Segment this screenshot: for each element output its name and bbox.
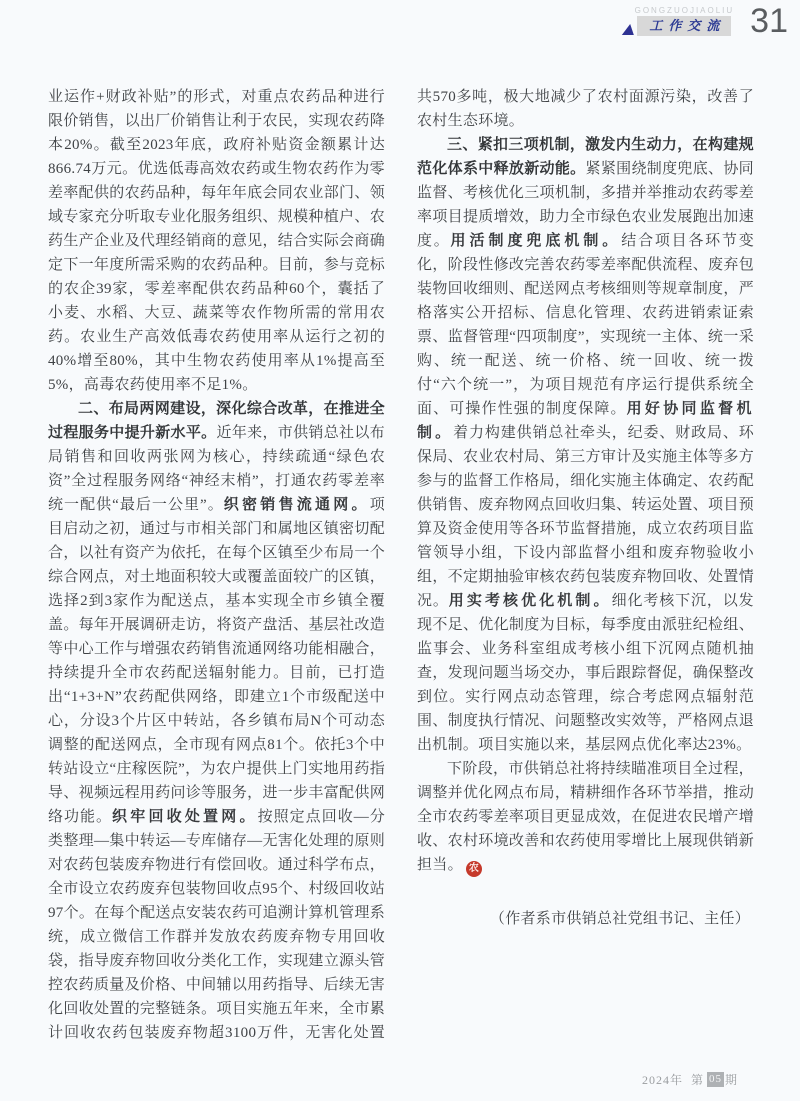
text-run: 近年来，市供销总社以布局销售和回收两张网为核心，持续疏通“绿色农资”全过程服务网络“神经末梢”，打通农药零差率统一配供“最后一公里”。 — [48, 425, 385, 513]
text-run: 用实考核优化机制。 — [448, 593, 612, 609]
text-run: 着力构建供销总社牵头，纪委、财政局、环保局、农业农村局、第三方审计及实施主体等多方参与的监督工作格局，细化实施主体确定、农药配供销售、废弃物网点回收归集、转运处置、项目预算及资金使用等各环节监督措施，成立农药项目监管领导小组，下设内部监督小组和废弃物验收小组，不定期抽验审核农药包装废弃物回收、处置情况。 — [417, 425, 754, 609]
text-run: 业运作+财政补贴”的形式，对重点农药品种进行限价销售，以出厂价销售让利于农民，实现农药降本20%。截至2023年底，政府补贴资金额累计达866.74万元。优选低毒高效农药或生物农药作为零差率配供的农药品种，每年年底会同农业部门、领域专家充分听取专业化服务组织、规模种植户、农药生产企业及代理经销商的意见，结合实际会商确定下一年度所需采购的农药品种。目前，参与竞标的农企39家，零差率配供农药品种60个，囊括了小麦、水稻、大豆、蔬菜等农作物所需的常用农药。农业生产高效低毒农药使用率从运行之初的40%增至80%，其中生物农药使用率从1%提高至5%，高毒农药使用率不足1%。 — [48, 89, 385, 393]
text-run: 织牢回收处置网。 — [112, 809, 258, 825]
text-run: 紧紧围绕制度兜底、协同监督、考核优化三项机制，多措并举推动农药零差率项目提质增效，助力全市绿色农业发展跑出加速度。 — [417, 161, 754, 249]
text-run: （作者系市供销总社党组书记、主任） — [489, 911, 750, 927]
text-run: 用活制度兜底机制。 — [450, 233, 622, 249]
paragraph — [417, 757, 754, 877]
paragraph — [417, 133, 754, 757]
section-tag — [621, 6, 735, 36]
text-run: 细化考核下沉，以发现不足、优化制度为目标，每季度由派驻纪检组、监事会、业务科室组成考核小组下沉网点随机抽查，发现问题当场交办，事后跟踪督促，确保整改到位。实行网点动态管理，综合考虑网点辐射范围、制度执行情况、问题整改实效等，严格网点退出机制。项目实施以来，基层网点优化率达23%。 — [417, 593, 754, 753]
paragraph — [48, 85, 385, 397]
end-of-article-seal-icon: 农 — [466, 861, 482, 877]
text-run: 结合项目各环节变化，阶段性修改完善农药零差率配供流程、废弃包装物回收细则、配送网点考核细则等规章制度，严格落实公开招标、信息化管理、农药进销索证索票、监督管理“四项制度”，实现统一主体、统一采购、统一配送、统一价格、统一回收、统一拨付“六个统一”，为项目规范有序运行提供系统全面、可操作性强的制度保障。 — [417, 233, 754, 417]
text-run: 下阶段，市供销总社将持续瞄准项目全过程，调整并优化网点布局，精耕细作各环节举措，推动全市农药零差率项目更显成效，在促进农民增产增收、农村环境改善和农药使用零增比上展现供销新担当。 — [417, 761, 754, 873]
text-run: 按照定点回收—分类整理—集中转运—专库储存—无害化处理的原则对农药包装废弃物进行有偿回收。通过科学布点，全市设立农药废弃包装物回收点95个、村级回收站97个。在每个配送点安装农药可追溯计算机管理系统，成立微信工作群并发放农药废弃物专用回收袋，指导废弃物回收分类化工作，实现建立源头管控农药质量及价格、中间辅以用药指导、后续无害化回收处置的完整链条。项目实施五年来，全市累计回收农药包装废弃物超3100万件，无害化处置共570多吨，极大地减少了农村面源污染，改善了农村生态环境。 — [48, 89, 754, 1041]
text-run: 织密销售流通网。 — [223, 497, 370, 513]
footer-issue-prefix: 第 — [690, 1073, 704, 1087]
page-number: 31 — [750, 2, 788, 40]
text-run: 用好协同监督机制。 — [417, 401, 754, 441]
section-tag-row — [623, 16, 731, 36]
triangle-icon — [622, 24, 636, 35]
text-run: 项目启动之初，通过与市相关部门和属地区镇密切配合，以社有资产为依托，在每个区镇至少布局一个综合网点，对土地面积较大或覆盖面较广的区镇，选择2到3家作为配送点，基本实现全市乡镇全覆盖。每年开展调研走访，将资产盘活、基层社改造等中心工作与增强农药销售流通网络功能相融合，持续提升全市农药配送辐射能力。目前，已打造出“1+3+N”农药配供网络，即建立1个市级配送中心，分设3个片区中转站，各乡镇布局N个可动态调整的配送网点，全市现有网点81个。依托3个中转站设立“庄稼医院”，为农户提供上门实地用药指导、视频远程用药问诊等服务，进一步丰富配供网络功能。 — [48, 497, 385, 825]
page-header — [621, 4, 788, 38]
section-title: 工作交流 — [637, 16, 731, 36]
section-pinyin: GONGZUOJIAOLIU — [634, 6, 735, 15]
text-run: 二、布局两网建设，深化综合改革，在推进全过程服务中提升新水平。 — [48, 400, 385, 441]
paragraph — [417, 907, 754, 931]
footer-issue-suffix: 期 — [724, 1073, 738, 1087]
article-body — [48, 85, 754, 1050]
footer-year: 2024年 — [641, 1073, 683, 1087]
footer-issue-number: 05 — [708, 1073, 722, 1085]
text-run: 三、紧扣三项机制，激发内生动力，在构建规范化体系中释放新动能。 — [417, 136, 754, 177]
page-footer — [642, 1071, 740, 1088]
